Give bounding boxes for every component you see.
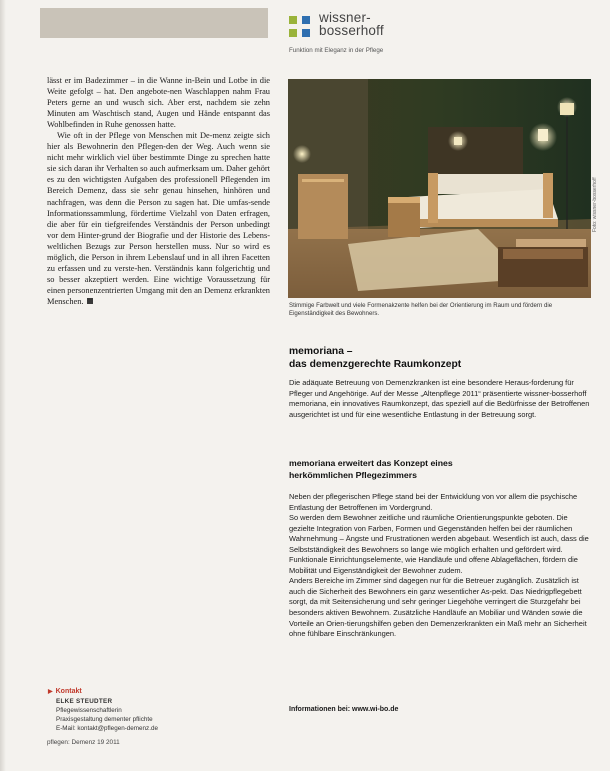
left-paragraph-1: lässt er im Badezimmer – in die Wanne in-Bein und Lotbe in die Weite gefolgt – hat. Den angebote-nen Waschlappen nahm Frau Peters gerne an und wusch sich. Aber erst, nachdem sie zehn Minuten am Waschtisch stand, Augen und Hände entspannt das Wohlbefinden in Ruhe genossen hatte. [47, 76, 270, 130]
subhead-line1: memoriana erweitert das Konzept eines [289, 458, 453, 468]
contact-box [48, 687, 248, 733]
logo-name-line2: bosserhoff [319, 23, 384, 38]
end-mark-icon [87, 298, 93, 304]
logo-wordmark [319, 11, 384, 37]
photo-credit: Foto: wissner-bosserhoff [592, 177, 598, 232]
logo-tagline: Funktion mit Eleganz in der Pflege [289, 47, 384, 54]
left-article-column [47, 75, 270, 307]
body-paragraph-2: So werden dem Bewohner zeitliche und räumliche Orientierungspunkte geboten. Die gezielte Integration von Farben, Formen und Gegenständen helfen bei der räumlichen Wahrnehmung – Ängste und Frustrationen werden abgebaut. Wesentlich ist auch, dass die Selbstständigkeit des Bewohners so lange wie möglich erhalten und gefördert wird. Funktionale Einrichtungselemente, wie Handläufe und offene Ablageflächen, fördern die Mobilität und Eigenständigkeit der Bewohner zudem. [289, 513, 589, 575]
left-paragraph-2-text: Wie oft in der Pflege von Menschen mit De-menz zeigte sich hier als Bewohnerin den Pflegen-den der Weg. Auch wenn sie nicht mehr wirklich viel über bestimmte Dinge zu sprechen hatte sie sich daran ihr Verhalten so auch aufmerksam um. Daher gehört es zu den wichtigsten Aufgaben des professionell Pflegenden im Bereich Demenz, dass sie sehr genau hinsehen, hinhören und nachfragen, was denn die Person zu sagen hat. Die umfas-sende Informationssammlung, fördertime Vielzahl von Daten erfragen, die aber für ein tiefgreifendes Verständnis der Person unbedingt vor dem Hinter-grund der Biografie und der Historie des Lebens-weltlichen Bezugs zur Person herstellen muss. Nur so wird es möglich, die Person in ihrem Lebenslauf und in all ihren Facetten zu erfassen und zu verste-hen. Verständnis kann folgerichtig und so besser akzeptiert werden. Eine wichtige Voraussetzung für einen personenzentrierten Umgang mit den an Demenz erkrankten Menschen. [47, 131, 270, 306]
header-color-bar [40, 8, 268, 38]
contact-line-1: Pflegewissenschaftlerin [56, 707, 122, 714]
logo-squares-icon [289, 16, 315, 42]
headline-line2: das demenzgerechte Raumkonzept [289, 359, 462, 370]
subhead-line2: herkömmlichen Pflegezimmers [289, 469, 417, 480]
contact-email[interactable]: E-Mail: kontakt@pflegen-demenz.de [56, 725, 158, 732]
left-paragraph-2 [47, 130, 270, 307]
wissner-bosserhoff-logo [289, 10, 589, 58]
contact-heading-text: Kontakt [55, 688, 82, 695]
intro-paragraph: Die adäquate Betreuung von Demenzkranken ist eine besondere Heraus-forderung für Pfleger und Angehörige. Auf der Messe „Altenpflege 2011“ präsentierte wissner-bosserhoff memoriana, ein innovatives Raumkonzept, das speziell auf die Bedürfnisse der Betroffenen ausgerichtet ist und für eine wesentliche Entlastung in der Betreuung sorgt. [289, 378, 590, 419]
page-footer: pflegen: Demenz 19 2011 [47, 739, 120, 746]
article-subhead [289, 458, 589, 481]
triangle-bullet-icon: ▶ [48, 689, 53, 695]
logo-name-line1: wissner- [319, 10, 371, 25]
headline-line1: memoriana – [289, 346, 353, 357]
contact-heading [48, 687, 248, 697]
info-link[interactable]: Informationen bei: www.wi-bo.de [289, 706, 399, 713]
page-edge-shadow [0, 0, 6, 771]
bedroom-photo [288, 79, 591, 298]
body-paragraph-1: Neben der pflegerischen Pflege stand bei der Entwicklung von vor allem die psychische Entlastung der Betroffenen im Vordergrund. [289, 492, 578, 512]
body-paragraph-3: Anders Bereiche im Zimmer sind dagegen nur für die Betreuer zugänglich. Zusätzlich ist auch die Sicherheit des Bewohners ein ganz wesentlicher As-pekt. Das Niedrigpflegebett sorgt, da mit Seitensicherung und sehr geringer Liegehöhe verringert die Sturzgefahr bei besonders aktiven Bewohnern. Zusätzliche Handläufe an Mobiliar und Wänden sowie die Vorteile an Orien-tierungshilfen geben den Demenzerkrankten ein Maß mehr an Sicherheit ohne fühlbare Einschränkungen. [289, 576, 587, 639]
article-headline [289, 345, 589, 371]
contact-name: ELKE STEUDTER [56, 698, 113, 705]
photo-caption: Stimmige Farbwelt und viele Formenakzente helfen bei der Orientierung im Raum und fördern die Eigenständigkeit des Bewohners. [289, 302, 553, 317]
article-body [289, 492, 591, 640]
contact-line-2: Praxisgestaltung dementer pflichte [56, 716, 153, 723]
article-intro [289, 378, 591, 420]
